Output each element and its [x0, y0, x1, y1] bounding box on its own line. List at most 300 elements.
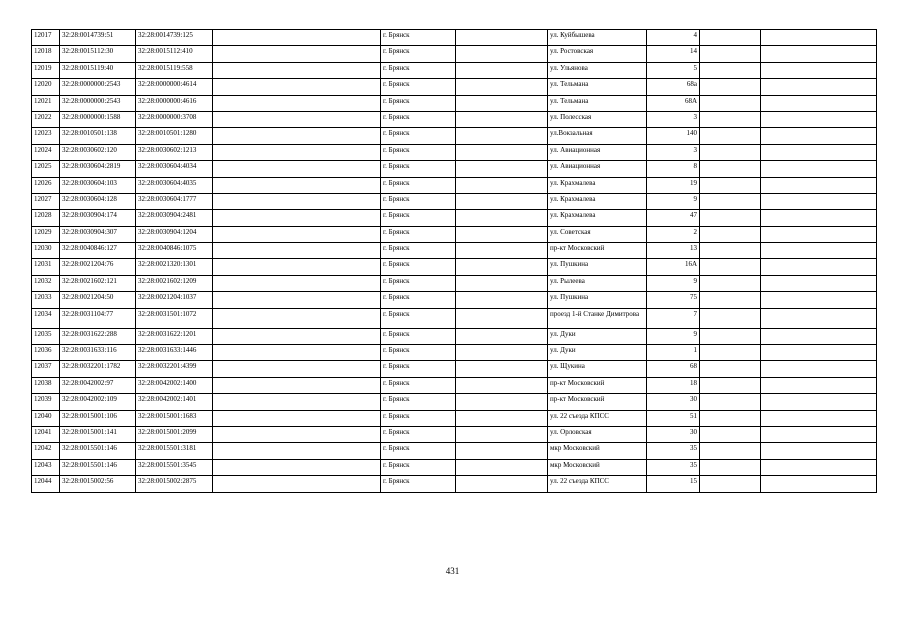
- row-number-cell: 12017: [32, 30, 60, 46]
- house-number-cell: 14: [647, 46, 700, 62]
- blank-cell: [700, 275, 761, 291]
- object-number-cell: 32:28:0030602:1213: [136, 144, 213, 160]
- street-cell: ул. Крахмалева: [548, 177, 647, 193]
- blank-cell: [700, 210, 761, 226]
- row-number-cell: 12042: [32, 443, 60, 459]
- city-cell: г. Брянск: [381, 275, 456, 291]
- blank-cell: [761, 443, 877, 459]
- house-number-cell: 47: [647, 210, 700, 226]
- blank-cell: [761, 144, 877, 160]
- blank-cell: [761, 394, 877, 410]
- city-cell: г. Брянск: [381, 459, 456, 475]
- house-number-cell: 13: [647, 243, 700, 259]
- blank-cell: [456, 328, 548, 344]
- city-cell: г. Брянск: [381, 210, 456, 226]
- row-number-cell: 12035: [32, 328, 60, 344]
- object-number-cell: 32:28:0021204:1037: [136, 292, 213, 308]
- blank-cell: [700, 328, 761, 344]
- blank-cell: [761, 79, 877, 95]
- blank-cell: [213, 30, 381, 46]
- table-row: [32, 226, 877, 242]
- street-cell: ул. Ростовская: [548, 46, 647, 62]
- cadastral-number-cell: 32:28:0021204:76: [60, 259, 136, 275]
- blank-cell: [700, 259, 761, 275]
- blank-cell: [456, 426, 548, 442]
- blank-cell: [700, 46, 761, 62]
- row-number-cell: 12039: [32, 394, 60, 410]
- city-cell: г. Брянск: [381, 259, 456, 275]
- city-cell: г. Брянск: [381, 410, 456, 426]
- object-number-cell: 32:28:0010501:1280: [136, 128, 213, 144]
- cadastral-number-cell: 32:28:0015002:56: [60, 476, 136, 492]
- house-number-cell: 9: [647, 328, 700, 344]
- blank-cell: [213, 361, 381, 377]
- blank-cell: [213, 193, 381, 209]
- blank-cell: [700, 177, 761, 193]
- table-row: [32, 361, 877, 377]
- house-number-cell: 4: [647, 30, 700, 46]
- blank-cell: [761, 226, 877, 242]
- table-row: [32, 128, 877, 144]
- cadastral-number-cell: 32:28:0000000:1588: [60, 111, 136, 127]
- city-cell: г. Брянск: [381, 79, 456, 95]
- street-cell: проезд 1-й Станке Димитрова: [548, 308, 647, 328]
- house-number-cell: 140: [647, 128, 700, 144]
- street-cell: ул. Авиационная: [548, 144, 647, 160]
- city-cell: г. Брянск: [381, 226, 456, 242]
- row-number-cell: 12027: [32, 193, 60, 209]
- object-number-cell: 32:28:0015501:3545: [136, 459, 213, 475]
- row-number-cell: 12034: [32, 308, 60, 328]
- table-row: [32, 177, 877, 193]
- blank-cell: [213, 128, 381, 144]
- table-row: [32, 345, 877, 361]
- blank-cell: [213, 210, 381, 226]
- cadastral-number-cell: 32:28:0014739:51: [60, 30, 136, 46]
- house-number-cell: 75: [647, 292, 700, 308]
- blank-cell: [700, 394, 761, 410]
- blank-cell: [700, 426, 761, 442]
- object-number-cell: 32:28:0031501:1072: [136, 308, 213, 328]
- city-cell: г. Брянск: [381, 476, 456, 492]
- cadastral-number-cell: 32:28:0031104:77: [60, 308, 136, 328]
- blank-cell: [761, 308, 877, 328]
- blank-cell: [761, 328, 877, 344]
- table-row: [32, 243, 877, 259]
- street-cell: ул. 22 съезда КПСС: [548, 476, 647, 492]
- blank-cell: [213, 95, 381, 111]
- blank-cell: [761, 46, 877, 62]
- table-row: [32, 377, 877, 393]
- blank-cell: [700, 243, 761, 259]
- object-number-cell: 32:28:0000000:4614: [136, 79, 213, 95]
- blank-cell: [213, 111, 381, 127]
- blank-cell: [213, 476, 381, 492]
- table-body: [32, 30, 877, 493]
- cadastral-number-cell: 32:28:0030602:120: [60, 144, 136, 160]
- blank-cell: [456, 128, 548, 144]
- blank-cell: [761, 426, 877, 442]
- street-cell: пр-кт Московский: [548, 394, 647, 410]
- register-table: [31, 29, 877, 493]
- blank-cell: [456, 79, 548, 95]
- object-number-cell: 32:28:0030604:4035: [136, 177, 213, 193]
- street-cell: ул. Полесская: [548, 111, 647, 127]
- city-cell: г. Брянск: [381, 426, 456, 442]
- street-cell: пр-кт Московский: [548, 243, 647, 259]
- house-number-cell: 35: [647, 459, 700, 475]
- house-number-cell: 5: [647, 62, 700, 78]
- row-number-cell: 12043: [32, 459, 60, 475]
- blank-cell: [761, 361, 877, 377]
- city-cell: г. Брянск: [381, 46, 456, 62]
- row-number-cell: 12044: [32, 476, 60, 492]
- city-cell: г. Брянск: [381, 161, 456, 177]
- city-cell: г. Брянск: [381, 62, 456, 78]
- street-cell: ул. Пушкина: [548, 292, 647, 308]
- cadastral-number-cell: 32:28:0032201:1782: [60, 361, 136, 377]
- row-number-cell: 12040: [32, 410, 60, 426]
- object-number-cell: 32:28:0040846:1075: [136, 243, 213, 259]
- row-number-cell: 12037: [32, 361, 60, 377]
- blank-cell: [700, 30, 761, 46]
- blank-cell: [700, 308, 761, 328]
- object-number-cell: 32:28:0042002:1400: [136, 377, 213, 393]
- blank-cell: [213, 62, 381, 78]
- blank-cell: [761, 161, 877, 177]
- house-number-cell: 9: [647, 193, 700, 209]
- street-cell: ул. Дуки: [548, 328, 647, 344]
- object-number-cell: 32:28:0031622:1201: [136, 328, 213, 344]
- blank-cell: [456, 46, 548, 62]
- blank-cell: [761, 459, 877, 475]
- city-cell: г. Брянск: [381, 128, 456, 144]
- blank-cell: [456, 62, 548, 78]
- street-cell: ул. Советская: [548, 226, 647, 242]
- blank-cell: [456, 476, 548, 492]
- blank-cell: [456, 292, 548, 308]
- object-number-cell: 32:28:0021320:1301: [136, 259, 213, 275]
- cadastral-number-cell: 32:28:0040846:127: [60, 243, 136, 259]
- row-number-cell: 12033: [32, 292, 60, 308]
- street-cell: ул. Орловская: [548, 426, 647, 442]
- table-row: [32, 193, 877, 209]
- page-number: 431: [445, 566, 460, 576]
- blank-cell: [700, 361, 761, 377]
- object-number-cell: 32:28:0015001:1683: [136, 410, 213, 426]
- blank-cell: [761, 410, 877, 426]
- blank-cell: [456, 243, 548, 259]
- city-cell: г. Брянск: [381, 345, 456, 361]
- cadastral-number-cell: 32:28:0021204:50: [60, 292, 136, 308]
- cadastral-number-cell: 32:28:0042002:97: [60, 377, 136, 393]
- blank-cell: [456, 210, 548, 226]
- street-cell: пр-кт Московский: [548, 377, 647, 393]
- cadastral-number-cell: 32:28:0015501:146: [60, 443, 136, 459]
- city-cell: г. Брянск: [381, 177, 456, 193]
- street-cell: ул. Крахмалева: [548, 193, 647, 209]
- object-number-cell: 32:28:0031633:1446: [136, 345, 213, 361]
- row-number-cell: 12023: [32, 128, 60, 144]
- city-cell: г. Брянск: [381, 394, 456, 410]
- blank-cell: [213, 443, 381, 459]
- row-number-cell: 12030: [32, 243, 60, 259]
- city-cell: г. Брянск: [381, 111, 456, 127]
- object-number-cell: 32:28:0015112:410: [136, 46, 213, 62]
- table-row: [32, 259, 877, 275]
- cadastral-number-cell: 32:28:0030904:174: [60, 210, 136, 226]
- blank-cell: [213, 328, 381, 344]
- blank-cell: [700, 95, 761, 111]
- object-number-cell: 32:28:0015001:2099: [136, 426, 213, 442]
- street-cell: мкр Московский: [548, 443, 647, 459]
- blank-cell: [456, 144, 548, 160]
- object-number-cell: 32:28:0030604:1777: [136, 193, 213, 209]
- object-number-cell: 32:28:0021602:1209: [136, 275, 213, 291]
- city-cell: г. Брянск: [381, 95, 456, 111]
- blank-cell: [456, 410, 548, 426]
- blank-cell: [456, 193, 548, 209]
- house-number-cell: 68А: [647, 95, 700, 111]
- blank-cell: [761, 62, 877, 78]
- table-row: [32, 292, 877, 308]
- cadastral-number-cell: 32:28:0000000:2543: [60, 95, 136, 111]
- city-cell: г. Брянск: [381, 292, 456, 308]
- blank-cell: [456, 30, 548, 46]
- city-cell: г. Брянск: [381, 144, 456, 160]
- cadastral-number-cell: 32:28:0000000:2543: [60, 79, 136, 95]
- blank-cell: [456, 443, 548, 459]
- row-number-cell: 12024: [32, 144, 60, 160]
- blank-cell: [213, 275, 381, 291]
- blank-cell: [761, 243, 877, 259]
- street-cell: ул. Ульянова: [548, 62, 647, 78]
- blank-cell: [700, 226, 761, 242]
- object-number-cell: 32:28:0014739:125: [136, 30, 213, 46]
- cadastral-number-cell: 32:28:0030604:128: [60, 193, 136, 209]
- row-number-cell: 12028: [32, 210, 60, 226]
- blank-cell: [761, 193, 877, 209]
- house-number-cell: 30: [647, 394, 700, 410]
- cadastral-number-cell: 32:28:0030604:2819: [60, 161, 136, 177]
- house-number-cell: 68: [647, 361, 700, 377]
- cadastral-number-cell: 32:28:0031622:288: [60, 328, 136, 344]
- blank-cell: [761, 95, 877, 111]
- row-number-cell: 12026: [32, 177, 60, 193]
- blank-cell: [213, 410, 381, 426]
- blank-cell: [700, 476, 761, 492]
- table-row: [32, 459, 877, 475]
- house-number-cell: 3: [647, 144, 700, 160]
- row-number-cell: 12041: [32, 426, 60, 442]
- blank-cell: [213, 345, 381, 361]
- table-row: [32, 30, 877, 46]
- blank-cell: [700, 193, 761, 209]
- city-cell: г. Брянск: [381, 377, 456, 393]
- blank-cell: [456, 377, 548, 393]
- row-number-cell: 12025: [32, 161, 60, 177]
- house-number-cell: 1: [647, 345, 700, 361]
- house-number-cell: 7: [647, 308, 700, 328]
- street-cell: ул. Куйбышева: [548, 30, 647, 46]
- table-row: [32, 62, 877, 78]
- blank-cell: [456, 161, 548, 177]
- house-number-cell: 68а: [647, 79, 700, 95]
- blank-cell: [700, 62, 761, 78]
- blank-cell: [213, 177, 381, 193]
- table-row: [32, 161, 877, 177]
- cadastral-number-cell: 32:28:0015001:106: [60, 410, 136, 426]
- object-number-cell: 32:28:0000000:3708: [136, 111, 213, 127]
- street-cell: ул. Дуки: [548, 345, 647, 361]
- object-number-cell: 32:28:0030904:2481: [136, 210, 213, 226]
- row-number-cell: 12020: [32, 79, 60, 95]
- row-number-cell: 12022: [32, 111, 60, 127]
- blank-cell: [761, 30, 877, 46]
- house-number-cell: 35: [647, 443, 700, 459]
- blank-cell: [213, 394, 381, 410]
- city-cell: г. Брянск: [381, 443, 456, 459]
- street-cell: ул. Крахмалева: [548, 210, 647, 226]
- blank-cell: [700, 79, 761, 95]
- blank-cell: [761, 259, 877, 275]
- city-cell: г. Брянск: [381, 30, 456, 46]
- blank-cell: [456, 345, 548, 361]
- blank-cell: [456, 226, 548, 242]
- object-number-cell: 32:28:0015119:558: [136, 62, 213, 78]
- blank-cell: [213, 292, 381, 308]
- table-row: [32, 308, 877, 328]
- blank-cell: [700, 345, 761, 361]
- blank-cell: [213, 79, 381, 95]
- cadastral-number-cell: 32:28:0030604:103: [60, 177, 136, 193]
- blank-cell: [213, 226, 381, 242]
- blank-cell: [456, 177, 548, 193]
- blank-cell: [456, 95, 548, 111]
- blank-cell: [761, 345, 877, 361]
- blank-cell: [700, 459, 761, 475]
- cadastral-number-cell: 32:28:0015501:146: [60, 459, 136, 475]
- blank-cell: [700, 292, 761, 308]
- street-cell: ул. Авиационная: [548, 161, 647, 177]
- blank-cell: [456, 459, 548, 475]
- city-cell: г. Брянск: [381, 193, 456, 209]
- row-number-cell: 12031: [32, 259, 60, 275]
- blank-cell: [700, 144, 761, 160]
- blank-cell: [456, 361, 548, 377]
- street-cell: ул. Рылеева: [548, 275, 647, 291]
- cadastral-number-cell: 32:28:0015112:30: [60, 46, 136, 62]
- blank-cell: [761, 111, 877, 127]
- blank-cell: [456, 275, 548, 291]
- street-cell: ул. 22 съезда КПСС: [548, 410, 647, 426]
- blank-cell: [700, 161, 761, 177]
- blank-cell: [761, 476, 877, 492]
- row-number-cell: 12021: [32, 95, 60, 111]
- blank-cell: [700, 410, 761, 426]
- object-number-cell: 32:28:0015002:2875: [136, 476, 213, 492]
- street-cell: ул. Щукина: [548, 361, 647, 377]
- house-number-cell: 18: [647, 377, 700, 393]
- house-number-cell: 30: [647, 426, 700, 442]
- table-row: [32, 476, 877, 492]
- blank-cell: [761, 275, 877, 291]
- table-row: [32, 410, 877, 426]
- house-number-cell: 2: [647, 226, 700, 242]
- cadastral-number-cell: 32:28:0042002:109: [60, 394, 136, 410]
- house-number-cell: 51: [647, 410, 700, 426]
- house-number-cell: 3: [647, 111, 700, 127]
- blank-cell: [761, 292, 877, 308]
- row-number-cell: 12038: [32, 377, 60, 393]
- street-cell: мкр Московский: [548, 459, 647, 475]
- table-row: [32, 394, 877, 410]
- table-row: [32, 111, 877, 127]
- cadastral-number-cell: 32:28:0010501:138: [60, 128, 136, 144]
- table-row: [32, 426, 877, 442]
- object-number-cell: 32:28:0000000:4616: [136, 95, 213, 111]
- row-number-cell: 12018: [32, 46, 60, 62]
- blank-cell: [761, 177, 877, 193]
- blank-cell: [213, 377, 381, 393]
- blank-cell: [700, 111, 761, 127]
- object-number-cell: 32:28:0030904:1204: [136, 226, 213, 242]
- object-number-cell: 32:28:0042002:1401: [136, 394, 213, 410]
- cadastral-number-cell: 32:28:0030904:307: [60, 226, 136, 242]
- city-cell: г. Брянск: [381, 328, 456, 344]
- table-row: [32, 95, 877, 111]
- city-cell: г. Брянск: [381, 308, 456, 328]
- blank-cell: [213, 46, 381, 62]
- table-row: [32, 144, 877, 160]
- blank-cell: [213, 259, 381, 275]
- object-number-cell: 32:28:0030604:4034: [136, 161, 213, 177]
- blank-cell: [213, 243, 381, 259]
- street-cell: ул. Тельмана: [548, 79, 647, 95]
- object-number-cell: 32:28:0015501:3181: [136, 443, 213, 459]
- cadastral-number-cell: 32:28:0015119:40: [60, 62, 136, 78]
- blank-cell: [456, 259, 548, 275]
- blank-cell: [456, 308, 548, 328]
- row-number-cell: 12032: [32, 275, 60, 291]
- blank-cell: [213, 308, 381, 328]
- row-number-cell: 12019: [32, 62, 60, 78]
- object-number-cell: 32:28:0032201:4399: [136, 361, 213, 377]
- blank-cell: [213, 459, 381, 475]
- street-cell: ул.Вокзальная: [548, 128, 647, 144]
- blank-cell: [213, 144, 381, 160]
- blank-cell: [761, 128, 877, 144]
- cadastral-number-cell: 32:28:0031633:116: [60, 345, 136, 361]
- street-cell: ул. Тельмана: [548, 95, 647, 111]
- city-cell: г. Брянск: [381, 361, 456, 377]
- cadastral-number-cell: 32:28:0021602:121: [60, 275, 136, 291]
- row-number-cell: 12036: [32, 345, 60, 361]
- table-row: [32, 79, 877, 95]
- cadastral-number-cell: 32:28:0015001:141: [60, 426, 136, 442]
- blank-cell: [761, 210, 877, 226]
- table-row: [32, 46, 877, 62]
- house-number-cell: 15: [647, 476, 700, 492]
- row-number-cell: 12029: [32, 226, 60, 242]
- blank-cell: [761, 377, 877, 393]
- city-cell: г. Брянск: [381, 243, 456, 259]
- blank-cell: [700, 443, 761, 459]
- blank-cell: [700, 377, 761, 393]
- house-number-cell: 16А: [647, 259, 700, 275]
- blank-cell: [213, 426, 381, 442]
- blank-cell: [456, 394, 548, 410]
